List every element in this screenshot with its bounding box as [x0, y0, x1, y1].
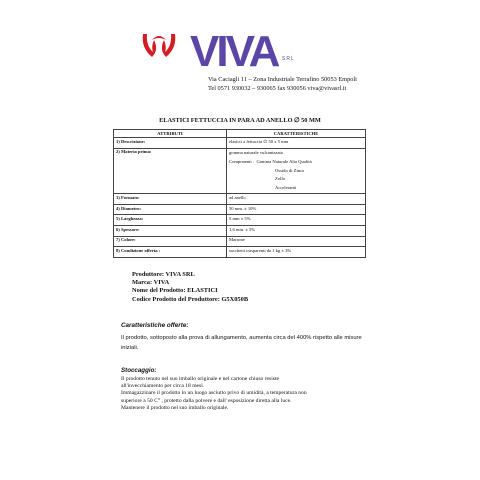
column-header-attributes: ATTRIBUTI: [114, 130, 227, 138]
producer-info: [132, 271, 248, 304]
table-row: [114, 194, 366, 205]
value-cell: [227, 148, 366, 194]
component-item: Ossido di Zinco: [275, 167, 305, 173]
logo-wordmark-text: VIVA: [190, 28, 278, 70]
storage-heading: Stoccaggio:: [121, 367, 157, 374]
component-item: Zolfo: [275, 176, 286, 182]
value-cell: Marrone: [227, 236, 366, 247]
company-address: [208, 76, 408, 93]
features-heading: Caratteristiche offerte:: [121, 322, 189, 329]
table-row: [114, 148, 366, 194]
document-title: ELASTICI FETTUCCIA IN PARA AD ANELLO ∅ 50 MM: [159, 117, 321, 124]
table-header-row: [114, 130, 366, 138]
attribute-cell: 1) Descrizione:: [114, 138, 227, 149]
address-line: Via Caciagli 11 – Zona Industriale Terrafino 50053 Empoli: [208, 76, 357, 83]
components-label: Componenti :: [229, 158, 255, 164]
value-cell: elastici a fettuccia ∅ 50 x 5 mm: [227, 138, 366, 149]
value-cell: 50 mm. ± 10%: [227, 204, 366, 215]
storage-line: superiore a 50 C° , protetto dalla polvere e dall' esposizione diretta alla luce.: [121, 397, 292, 404]
attribute-cell: 7) Colore:: [114, 236, 227, 247]
table-row: [114, 247, 366, 258]
storage-line: Immagazzinare il prodotto in un luogo asciutto privo di umidità, a temperatura non: [121, 390, 307, 397]
spec-table: [113, 129, 366, 258]
viva-logo: [190, 28, 280, 70]
component-item: Acceleranti: [275, 184, 297, 190]
table-row: [114, 215, 366, 226]
attribute-cell: 8) Condizione offerta :: [114, 247, 227, 258]
brand-line: Marca: VIVA: [132, 279, 170, 287]
value-cell: 5 mm ± 5%: [227, 215, 366, 226]
value-cell: 1,6 mm. ± 5%: [227, 225, 366, 236]
value-cell: sacchetti trasparenti da 1 kg ± 3%: [227, 247, 366, 258]
logo-suffix: SRL: [282, 56, 295, 62]
attribute-cell: 5) Larghezza:: [114, 215, 227, 226]
attribute-cell: 4) Diametro:: [114, 204, 227, 215]
product-name-line: Nome del Prodotto: ELASTICI: [132, 287, 218, 295]
storage-line: Il prodotto tenuto nel suo imballo originale e nel cartone chiuso resiste: [121, 376, 279, 382]
table-row: [114, 225, 366, 236]
value-cell: ad anello: [227, 194, 366, 205]
attribute-cell: 3) Formato:: [114, 194, 227, 205]
table-row: [114, 236, 366, 247]
storage-line: Mantenere il prodotto nel suo imballo originale.: [121, 404, 229, 411]
product-code-line: Codice Prodotto del Produttore: G5X050B: [132, 295, 249, 303]
table-row: [114, 138, 366, 149]
producer-line: Produttore: VIVA SRL: [132, 271, 195, 278]
contact-line: Tel 0571 930032 – 930065 fax 930056 viva@vivasrl.it: [208, 84, 347, 92]
material-value: gomma naturale vulcanizzata: [229, 150, 283, 156]
table-row: [114, 204, 366, 215]
attribute-cell: 6) Spessore:: [114, 225, 227, 236]
attribute-cell: 2) Materia prima:: [114, 148, 227, 194]
storage-text: [121, 376, 371, 412]
components-line: [229, 158, 363, 167]
storage-line: all'invecchiamento per circa 18 mesi.: [121, 383, 205, 390]
column-header-characteristics: CARATTERISTICHE: [227, 130, 366, 138]
brand-mark-icon: [140, 30, 178, 60]
features-text: Il prodotto, sottoposto alla prova di allungamento, aumenta circa del 400% rispetto alle misure iniziali.: [121, 335, 362, 351]
component-item: Gomma Naturale Alta Qualità: [256, 158, 312, 164]
